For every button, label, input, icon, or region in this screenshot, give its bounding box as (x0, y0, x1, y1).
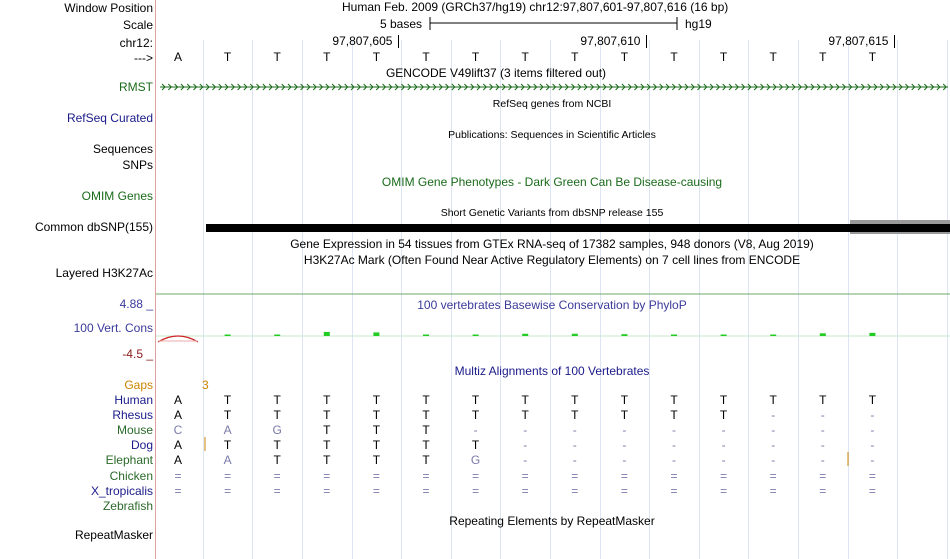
alignment-base: - (672, 438, 676, 453)
alignment-base: T (521, 393, 529, 407)
alignment-base: T (323, 423, 331, 438)
species-label: Human (114, 393, 153, 407)
alignment-base: T (422, 423, 430, 438)
alignment-base: A (173, 408, 183, 423)
alignment-base: = (273, 468, 281, 483)
track-label-dbsnp[interactable]: Common dbSNP(155) (34, 220, 153, 234)
chrom-label: chr12: (119, 36, 153, 50)
track-label-repeatmasker[interactable]: RepeatMasker (74, 528, 153, 542)
alignment-base: = (819, 468, 827, 483)
reference-base: T (571, 50, 579, 64)
alignment-base: - (721, 423, 726, 438)
alignment-base: = (521, 483, 529, 498)
alignment-base: = (720, 483, 728, 498)
reference-base: T (620, 50, 629, 64)
multiz-gap-count: 3 (202, 378, 209, 392)
alignment-base: - (622, 423, 627, 438)
reference-base: T (422, 50, 430, 64)
reference-base: T (323, 50, 331, 64)
window-position-label: Window Position (64, 1, 153, 15)
alignment-base: T (670, 408, 678, 423)
alignment-base: T (422, 438, 430, 453)
scale-bases-label: 5 bases (380, 17, 423, 31)
alignment-base: T (620, 393, 629, 407)
alignment-base: = (571, 468, 579, 483)
track-label-h3k27ac[interactable]: Layered H3K27Ac (55, 266, 153, 280)
alignment-base: - (771, 423, 776, 438)
alignment-base: A (223, 453, 232, 468)
alignment-base: T (372, 423, 381, 438)
multiz-gaps-label: Gaps (124, 378, 153, 392)
alignment-base: T (323, 393, 331, 407)
reference-base: T (223, 50, 232, 64)
alignment-base: - (771, 408, 776, 423)
alignment-base: - (820, 408, 825, 423)
species-label: Elephant (105, 453, 153, 468)
species-label: Rhesus (112, 408, 153, 423)
alignment-base: - (820, 423, 825, 438)
alignment-base: T (571, 393, 579, 407)
alignment-base: T (719, 408, 728, 423)
alignment-base: - (721, 453, 726, 468)
phylop-track-title[interactable]: 100 vertebrates Basewise Conservation by PhyloP (417, 298, 687, 312)
alignment-base: = (620, 468, 628, 483)
alignment-base: = (571, 483, 579, 498)
alignment-base: = (521, 468, 529, 483)
alignment-base: T (868, 393, 877, 407)
alignment-base: = (174, 468, 182, 483)
alignment-base: = (422, 483, 430, 498)
alignment-base: = (472, 468, 480, 483)
alignment-base: T (471, 408, 480, 423)
reference-base: T (521, 50, 529, 64)
reference-base: T (670, 50, 678, 64)
alignment-base: T (323, 438, 331, 453)
alignment-base: - (870, 408, 875, 423)
gtex-track-title[interactable]: Gene Expression in 54 tissues from GTEx RNA-seq of 17382 samples, 948 donors (V8, Aug 2019) (290, 237, 814, 251)
alignment-base: = (868, 483, 876, 498)
alignment-base: T (422, 408, 430, 423)
scale-label: Scale (122, 18, 153, 32)
dbsnp-track-title[interactable]: Short Genetic Variants from dbSNP release 155 (440, 207, 664, 219)
alignment-base: C (173, 423, 183, 438)
alignment-base: = (323, 483, 331, 498)
window-position-value: Human Feb. 2009 (GRCh37/hg19) chr12:97,807,601-97,807,616 (16 bp) (342, 0, 729, 14)
alignment-base: T (223, 393, 232, 407)
alignment-base: = (720, 468, 728, 483)
alignment-base: - (672, 453, 676, 468)
alignment-base: T (422, 453, 430, 468)
alignment-base: T (819, 393, 827, 407)
track-label-column (0, 0, 155, 559)
alignment-base: T (223, 438, 232, 453)
alignment-base: - (523, 423, 528, 438)
alignment-base: = (670, 468, 678, 483)
track-label-sequences[interactable]: Sequences (92, 142, 153, 156)
species-label: Chicken (109, 468, 153, 483)
species-label: Mouse (116, 423, 153, 438)
alignment-base: T (471, 393, 480, 407)
alignment-base: = (273, 483, 281, 498)
alignment-base: - (820, 438, 825, 453)
alignment-base: T (769, 393, 777, 407)
species-label: Dog (130, 438, 153, 453)
alignment-base: - (771, 453, 776, 468)
alignment-base: T (571, 408, 579, 423)
alignment-base: = (472, 483, 480, 498)
alignment-base: T (620, 408, 629, 423)
alignment-base: T (521, 408, 529, 423)
alignment-base: T (323, 453, 331, 468)
alignment-base: - (771, 438, 776, 453)
alignment-base: A (173, 438, 183, 453)
alignment-base: - (523, 453, 528, 468)
alignment-base: T (273, 408, 281, 423)
repeatmasker-track-title[interactable]: Repeating Elements by RepeatMasker (449, 514, 655, 528)
alignment-base: T (273, 453, 281, 468)
track-label-rmst[interactable]: RMST (119, 80, 153, 94)
alignment-base: - (473, 423, 478, 438)
alignment-base: = (769, 468, 777, 483)
reference-base: T (769, 50, 777, 64)
coordinate-tick-label: 97,807,605 (332, 34, 393, 48)
omim-track-title[interactable]: OMIM Gene Phenotypes - Dark Green Can Be Disease-causing (381, 175, 723, 189)
alignment-base: - (870, 453, 875, 468)
alignment-base: = (620, 483, 628, 498)
alignment-base: T (372, 408, 381, 423)
track-label-phylop[interactable]: 100 Vert. Cons (73, 321, 153, 335)
alignment-base: A (173, 453, 183, 468)
alignment-base: T (273, 438, 281, 453)
reference-base: T (471, 50, 480, 64)
reference-base: A (173, 50, 183, 64)
alignment-base: - (622, 453, 627, 468)
gencode-track-title[interactable]: GENCODE V49lift37 (3 items filtered out) (385, 66, 607, 80)
alignment-base: = (224, 468, 232, 483)
multiz-track-title[interactable]: Multiz Alignments of 100 Vertebrates (454, 364, 650, 378)
alignment-base: - (672, 423, 676, 438)
alignment-base: - (870, 438, 875, 453)
genome-track-image[interactable] (156, 0, 950, 559)
alignment-base: T (372, 453, 381, 468)
alignment-base: A (173, 393, 183, 407)
alignment-base: = (174, 483, 182, 498)
scale-assembly-label: hg19 (685, 17, 712, 31)
alignment-base: = (372, 468, 380, 483)
alignment-base: = (868, 468, 876, 483)
alignment-base: T (323, 408, 331, 423)
alignment-base: T (422, 393, 430, 407)
alignment-base: T (372, 438, 381, 453)
alignment-base: T (471, 438, 480, 453)
alignment-base: = (769, 483, 777, 498)
reference-base: T (819, 50, 827, 64)
coordinate-tick-label: 97,807,615 (828, 34, 889, 48)
alignment-base: - (523, 438, 528, 453)
alignment-base: = (819, 483, 827, 498)
track-label-omim[interactable]: OMIM Genes (81, 189, 153, 203)
alignment-base: - (721, 438, 726, 453)
alignment-base: = (224, 483, 232, 498)
alignment-base: - (572, 453, 577, 468)
coordinate-tick-label: 97,807,610 (580, 34, 641, 48)
track-label-refseq[interactable]: RefSeq Curated (66, 111, 153, 125)
alignment-base: = (670, 483, 678, 498)
alignment-base: G (470, 453, 481, 468)
phylop-min-label: -4.5 _ (122, 347, 153, 361)
alignment-base: = (323, 468, 331, 483)
alignment-base: T (719, 393, 728, 407)
species-label: X_tropicalis (90, 483, 153, 498)
alignment-base: G (272, 423, 282, 438)
alignment-base: = (422, 468, 430, 483)
phylop-max-label: 4.88 _ (119, 297, 153, 311)
reference-base: T (868, 50, 877, 64)
alignment-base: = (372, 483, 380, 498)
species-label: Zebrafish (102, 498, 153, 513)
alignment-base: - (870, 423, 875, 438)
strand-label: ---> (134, 51, 153, 65)
reference-base: T (273, 50, 281, 64)
h3k27ac-track-title[interactable]: H3K27Ac Mark (Often Found Near Active Regulatory Elements) on 7 cell lines from ENCODE (303, 253, 801, 267)
alignment-base: - (820, 453, 825, 468)
alignment-base: T (223, 408, 232, 423)
alignment-base: - (572, 438, 577, 453)
reference-base: T (372, 50, 381, 64)
publications-track-title[interactable]: Publications: Sequences in Scientific Articles (448, 129, 656, 141)
refseq-track-title[interactable]: RefSeq genes from NCBI (492, 98, 612, 110)
reference-base: T (719, 50, 728, 64)
alignment-base: T (372, 393, 381, 407)
alignment-base: A (223, 423, 232, 438)
track-label-snps[interactable]: SNPs (122, 158, 153, 172)
alignment-base: T (670, 393, 678, 407)
alignment-base: - (622, 438, 627, 453)
alignment-base: - (572, 423, 577, 438)
alignment-base: T (273, 393, 281, 407)
